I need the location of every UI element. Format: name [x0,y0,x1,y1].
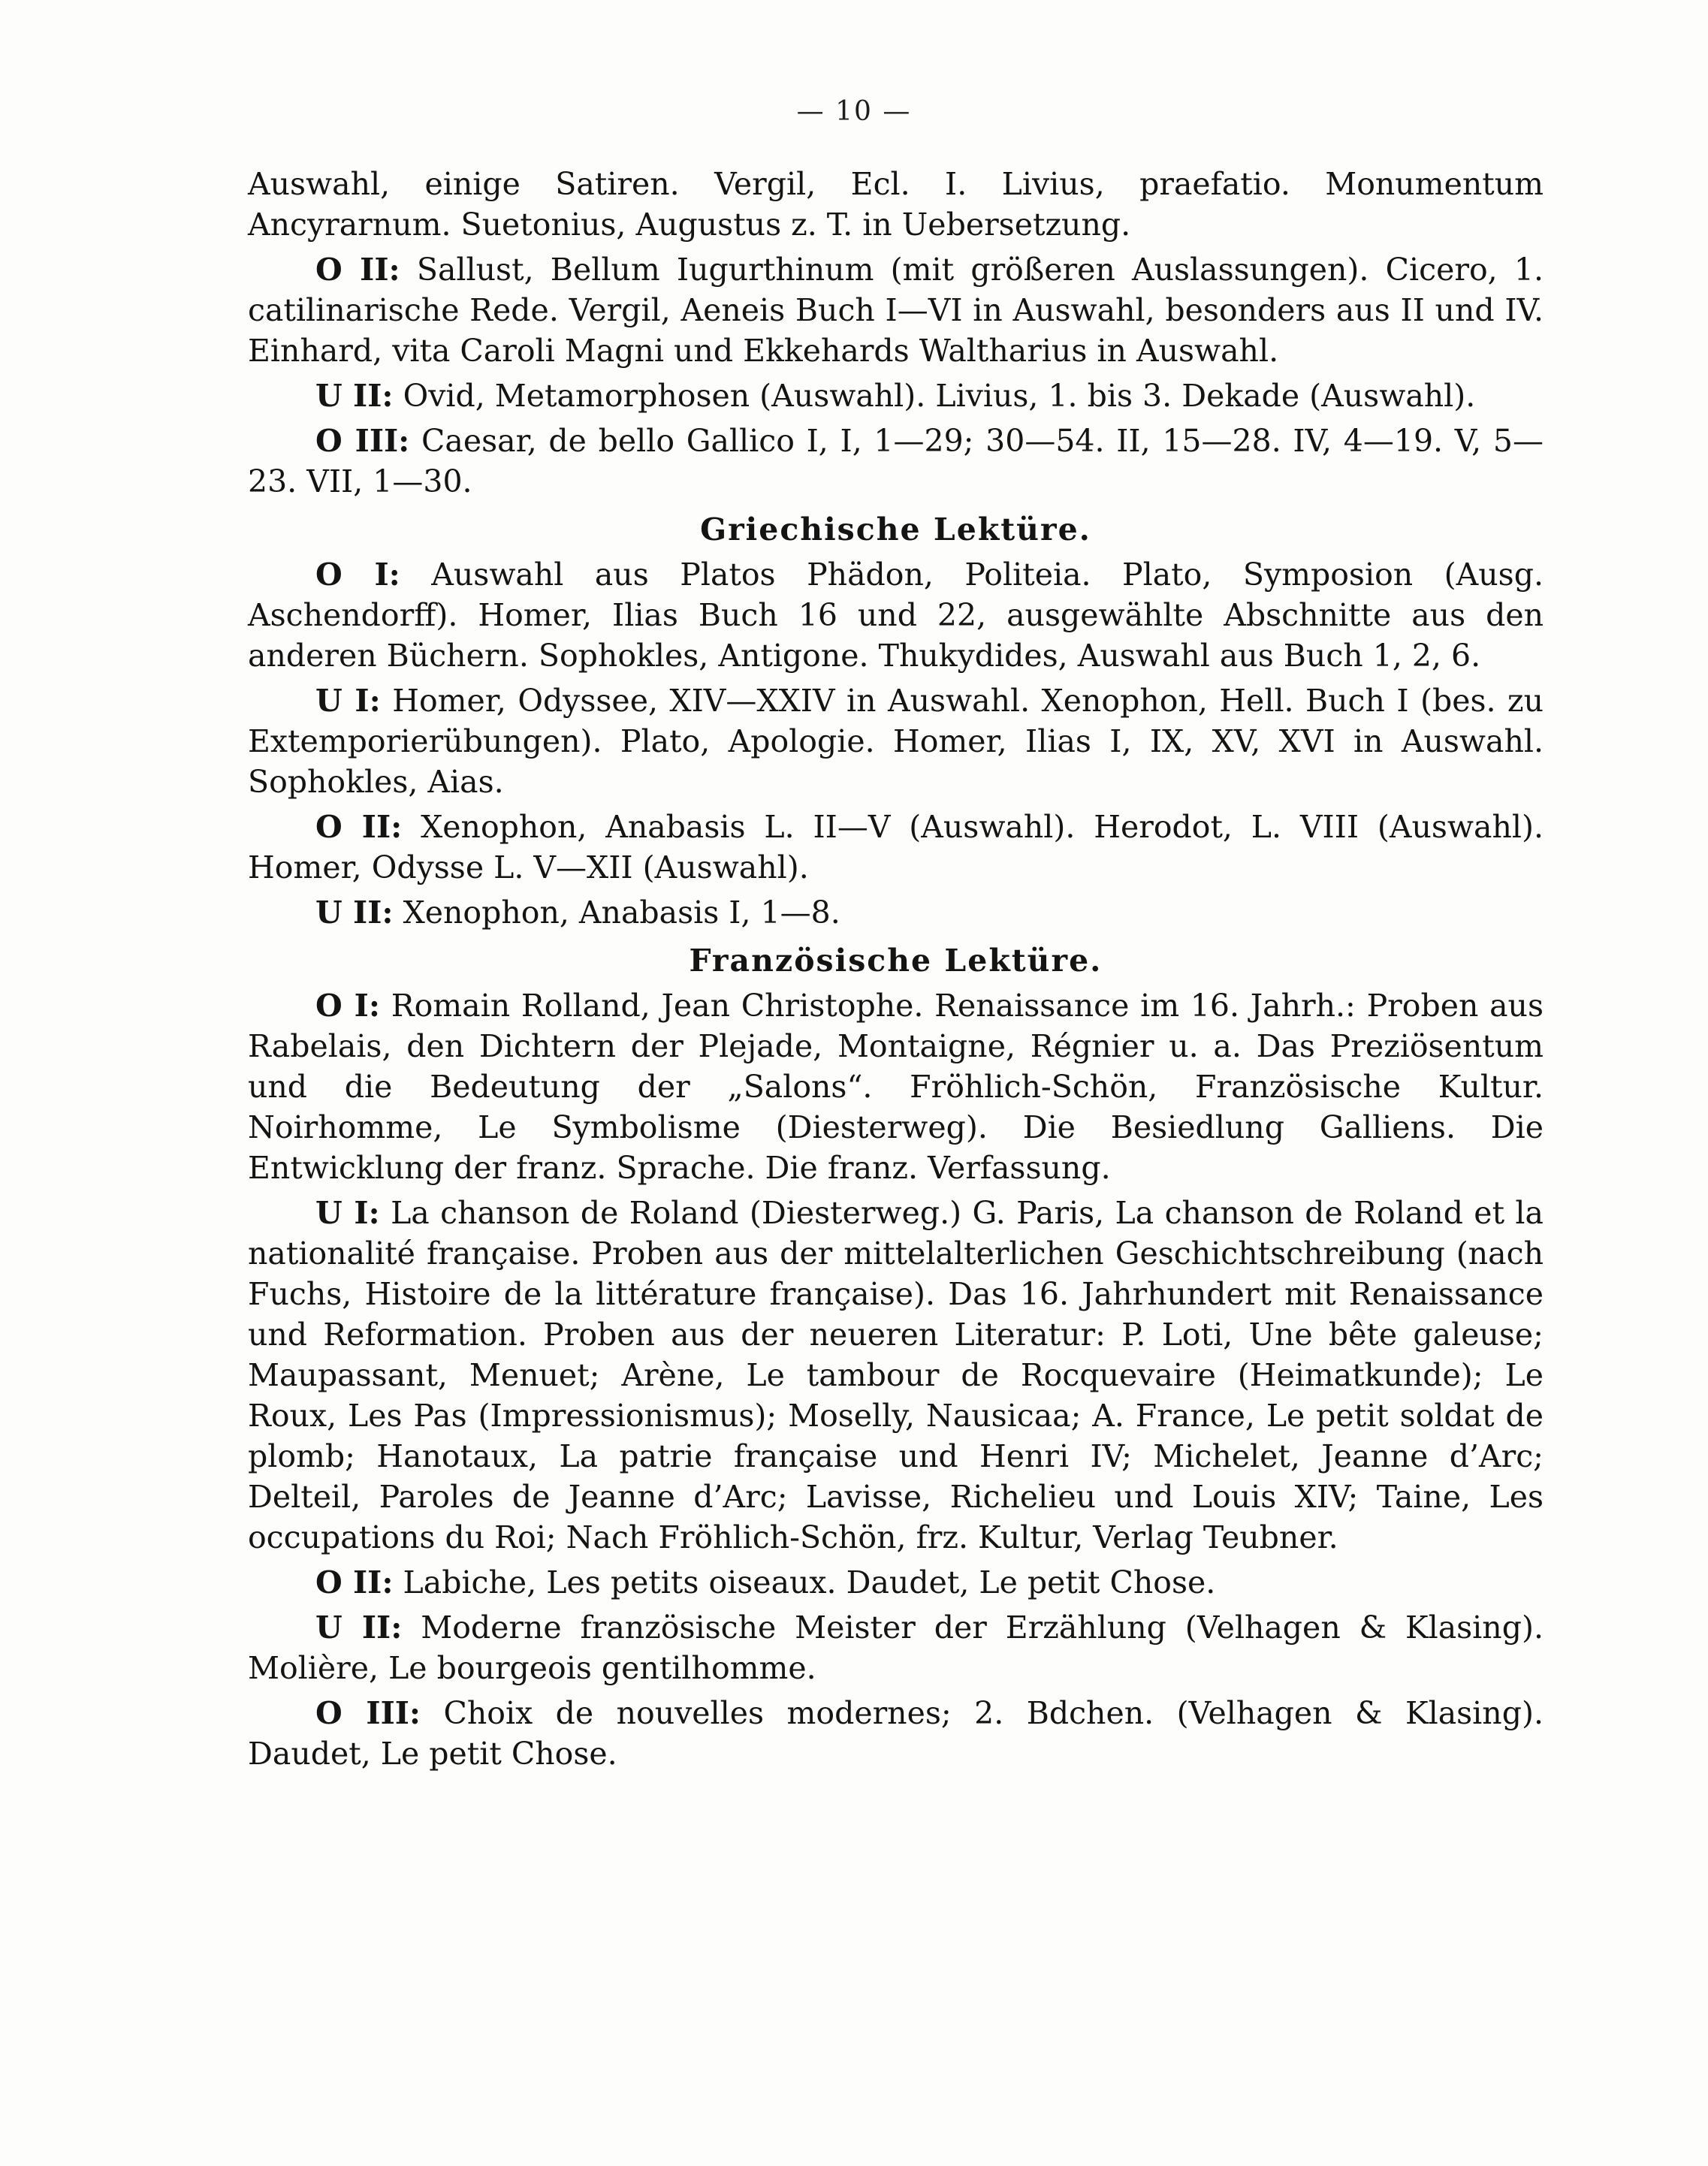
page-body [248,164,1544,1778]
class-label: O I: [315,557,400,593]
class-label: U I: [315,1195,380,1231]
class-label: O II: [315,1564,394,1600]
entry-text: Romain Rolland, Jean Christophe. Renaissance im 16. Jahrh.: Proben aus Rabelais, den Dichtern der Plejade, Montaigne, Régnier u. a. Das Preziösentum und die Bedeutung der „Salons“. Fröhlich-Schön, Französische Kultur. Noirhomme, Le Symbolisme (Diesterweg). Die Besiedlung Galliens. Die Entwicklung der franz. Sprache. Die franz. Verfassung. [248,988,1544,1186]
entry-text: Moderne französische Meister der Erzählung (Velhagen & Klasing). Molière, Le bourgeois gentilhomme. [248,1609,1544,1686]
french-entry-o1 [248,985,1544,1188]
entry-text: Homer, Odyssee, XIV—XXIV in Auswahl. Xenophon, Hell. Buch I (bes. zu Extemporierübungen). Plato, Apologie. Homer, Ilias I, IX, XV, XVI in Auswahl. Sophokles, Aias. [248,683,1544,800]
latin-entry-u2 [248,376,1544,416]
entry-text: Xenophon, Anabasis L. II—V (Auswahl). Herodot, L. VIII (Auswahl). Homer, Odysse L. V—XII (Auswahl). [248,809,1544,885]
class-label: U II: [315,894,394,931]
class-label: U II: [315,1609,403,1646]
french-entry-u2 [248,1607,1544,1688]
greek-entry-o2 [248,807,1544,888]
greek-entry-u1 [248,680,1544,802]
class-label: O III: [315,1695,421,1731]
class-label: U II: [315,378,394,414]
latin-entry-o2 [248,249,1544,371]
class-label: O I: [315,988,380,1024]
entry-text: Auswahl aus Platos Phädon, Politeia. Plato, Symposion (Ausg. Aschendorff). Homer, Ilias Buch 16 und 22, ausgewählte Abschnitte aus den anderen Büchern. Sophokles, Antigone. Thukydides, Auswahl aus Buch 1, 2, 6. [248,557,1544,674]
latin-continuation: Auswahl, einige Satiren. Vergil, Ecl. I. Livius, praefatio. Monumentum Ancyrarnum. Suetonius, Augustus z. T. in Uebersetzung. [248,166,1544,243]
french-entry-o3 [248,1693,1544,1774]
greek-entry-u2 [248,892,1544,933]
french-heading: Französische Lektüre. [689,943,1103,979]
entry-text: La chanson de Roland (Diesterweg.) G. Paris, La chanson de Roland et la nationalité française. Proben aus der mittelalterlichen Geschichtschreibung (nach Fuchs, Histoire de la littérature française). Das 16. Jahrhundert mit Renaissance und Reformation. Proben aus der neueren Literatur: P. Loti, Une bête galeuse; Maupassant, Menuet; Arène, Le tambour de Rocquevaire (Heimatkunde); Le Roux, Les Pas (Impressionismus); Moselly, Nausicaa; A. France, Le petit soldat de plomb; Hanotaux, La patrie française und Henri IV; Michelet, Jeanne d’Arc; Delteil, Paroles de Jeanne d’Arc; Lavisse, Richelieu und Louis XIV; Taine, Les occupations du Roi; Nach Fröhlich-Schön, frz. Kultur, Verlag Teubner. [248,1195,1544,1555]
class-label: O III: [315,423,410,459]
entry-text: Choix de nouvelles modernes; 2. Bdchen. (Velhagen & Klasing). Daudet, Le petit Chose. [248,1695,1544,1772]
entry-text: Ovid, Metamorphosen (Auswahl). Livius, 1. bis 3. Dekade (Auswahl). [403,378,1476,414]
page-number: — 10 — [796,96,912,127]
latin-entry-o3 [248,421,1544,502]
french-entry-u1 [248,1193,1544,1558]
greek-heading: Griechische Lektüre. [700,511,1091,548]
entry-text: Labiche, Les petits oiseaux. Daudet, Le petit Chose. [403,1564,1216,1600]
entry-text: Caesar, de bello Gallico I, I, 1—29; 30—54. II, 15—28. IV, 4—19. V, 5—23. VII, 1—30. [248,423,1544,499]
french-entry-o2 [248,1562,1544,1603]
entry-text: Xenophon, Anabasis I, 1—8. [403,894,840,931]
greek-entry-o1 [248,554,1544,676]
class-label: O II: [315,809,403,845]
entry-text: Sallust, Bellum Iugurthinum (mit größeren Auslassungen). Cicero, 1. catilinarische Rede. Vergil, Aeneis Buch I—VI in Auswahl, besonders aus II und IV. Einhard, vita Caroli Magni und Ekkehards Waltharius in Auswahl. [248,252,1544,369]
class-label: U I: [315,683,381,719]
class-label: O II: [315,252,400,288]
